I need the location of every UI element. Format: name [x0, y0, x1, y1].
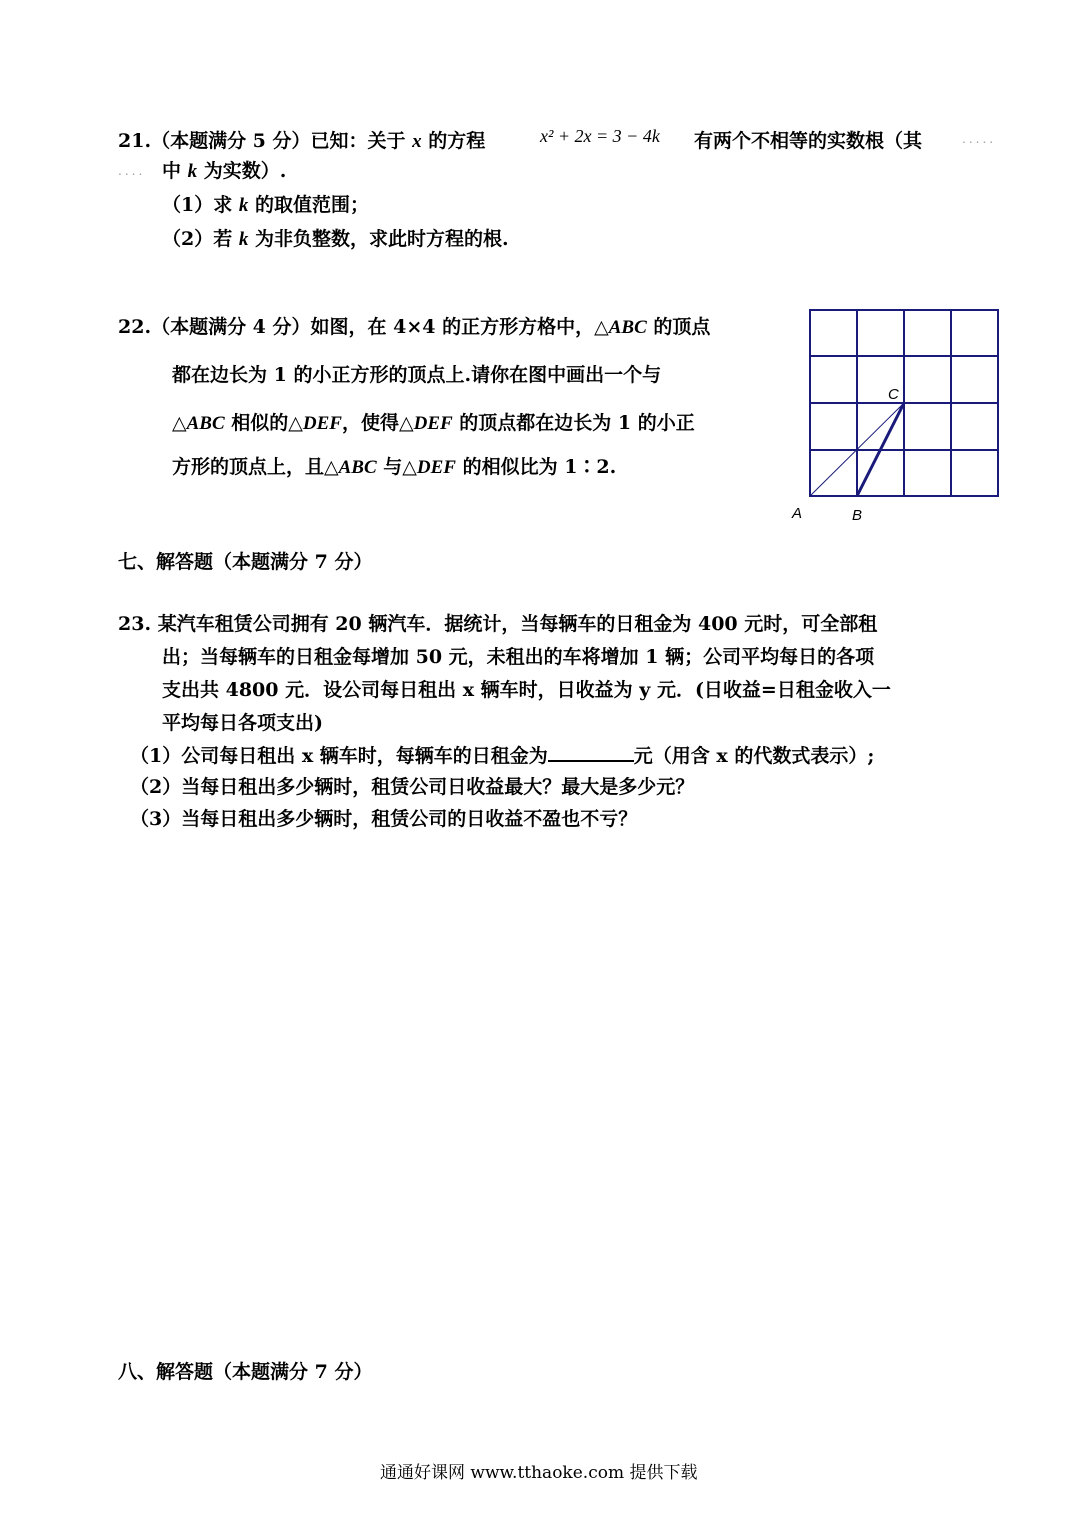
q23-line3: 支出共 4800 元．设公司每日租出 x 辆车时，日收益为 y 元．(日收益=日租金收入一: [162, 679, 891, 701]
q21-line2-b: 为实数）.: [197, 160, 287, 182]
q22-line1: [118, 312, 710, 339]
q21-leader-dots-1: .....: [962, 132, 997, 146]
q22-line3-b: 相似的△: [224, 412, 303, 434]
q21-part1-a: （1）求: [162, 194, 239, 216]
q21-part2-a: （2）若: [162, 228, 239, 250]
q22-line4-def: DEF: [416, 457, 456, 478]
q21-intro-a: （本题满分 5 分）已知：关于: [151, 130, 413, 152]
label-c: C: [888, 386, 899, 403]
page-footer: 通通好课网 www.tthaoke.com 提供下载: [380, 1463, 698, 1483]
q21-part1-b: 的取值范围；: [248, 194, 369, 216]
q21-intro-c: 有两个不相等的实数根（其: [694, 130, 923, 152]
q22-line4-abc: ABC: [338, 457, 377, 478]
q23-line1-text: 某汽车租赁公司拥有 20 辆汽车．据统计，当每辆车的日租金为 400 元时，可全部租: [157, 613, 878, 635]
q21-part2-b: 为非负整数，求此时方程的根.: [248, 228, 509, 250]
q22-line4-a: 方形的顶点上，且△: [172, 456, 339, 478]
q21-leader-dots-2: ....: [118, 164, 146, 178]
section7-heading: 七、解答题（本题满分 7 分）: [118, 551, 373, 573]
q22-line4: [172, 452, 616, 479]
q22-line4-b: 与△: [376, 456, 417, 478]
q21-var-x: x: [412, 131, 422, 152]
q22-line3: [172, 408, 695, 435]
q22-line3-a: △: [172, 412, 187, 434]
q22-line3-def2: DEF: [413, 413, 453, 434]
section8-heading: 八、解答题（本题满分 7 分）: [118, 1361, 373, 1383]
q22-number: 22.: [118, 316, 152, 338]
q23-part1: [130, 741, 874, 768]
q21-part1-k: k: [238, 195, 249, 216]
q23-part1-a: （1）公司每日租出 x 辆车时，每辆车的日租金为: [130, 745, 548, 767]
q23-line4: 平均每日各项支出): [162, 712, 323, 734]
q22-line1-end: 的顶点: [646, 316, 711, 338]
q21-line2-a: 中: [162, 160, 188, 182]
q21-part2-k: k: [238, 229, 249, 250]
q23-part2: （2）当每日租出多少辆时，租赁公司日收益最大？最大是多少元？: [130, 776, 695, 798]
q22-grid-figure: [780, 300, 1020, 530]
q22-line4-c: 的相似比为 1∶2.: [455, 456, 617, 478]
q21-number: 21.: [118, 130, 152, 152]
q21-equation: x² + 2x = 3 − 4k: [540, 126, 660, 146]
q23-part3: （3）当每日租出多少辆时，租赁公司的日收益不盈也不亏？: [130, 808, 638, 830]
label-b: B: [852, 507, 863, 524]
q22-line3-abc: ABC: [186, 413, 225, 434]
q21-part1: [162, 190, 369, 217]
q23-line2: 出；当每辆车的日租金每增加 50 元，未租出的车将增加 1 辆；公司平均每日的各项: [162, 646, 875, 668]
q23-answer-blank[interactable]: [548, 744, 634, 762]
q22-line1-text: （本题满分 4 分）如图，在 4×4 的正方形方格中，△: [151, 316, 609, 338]
q21-line1: [118, 126, 485, 153]
q21-var-k: k: [187, 161, 198, 182]
q23-line1: [118, 609, 877, 636]
q22-line3-c: ，使得△: [341, 412, 414, 434]
q22-line3-def: DEF: [302, 413, 342, 434]
q22-abc: ABC: [608, 317, 647, 338]
q21-intro-b: 的方程: [421, 130, 486, 152]
q22-line2: 都在边长为 1 的小正方形的顶点上.请你在图中画出一个与: [172, 364, 662, 386]
q22-line3-d: 的顶点都在边长为 1 的小正: [452, 412, 695, 434]
q23-part1-b: 元（用含 x 的代数式表示）;: [633, 745, 875, 767]
q21-line2: [162, 156, 286, 183]
q23-number: 23.: [118, 613, 152, 635]
q21-part2: [162, 224, 509, 251]
label-a: A: [792, 505, 803, 522]
